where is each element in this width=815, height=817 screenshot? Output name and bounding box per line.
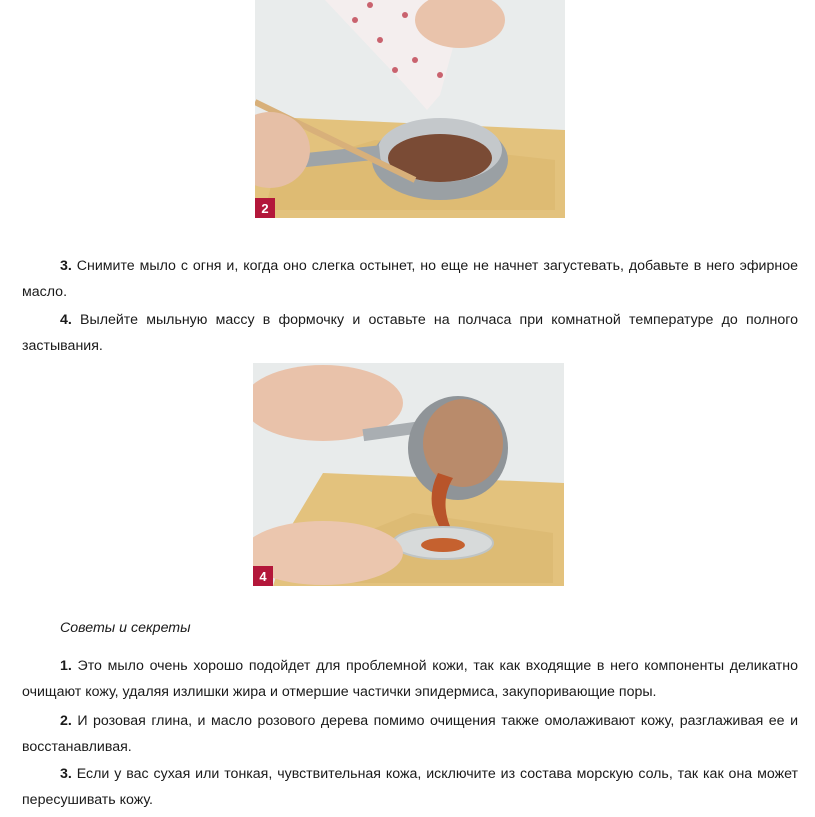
tip-3-number: 3.: [60, 766, 72, 782]
tip-2-number: 2.: [60, 713, 72, 729]
step-3-text: Снимите мыло с огня и, когда оно слегка остынет, но еще не начнет загустевать, добавьте в него эфирное масло.: [22, 258, 798, 300]
tips-section-title: Советы и секреты: [60, 620, 191, 636]
step-number-badge: 4: [253, 566, 273, 586]
step-4-text: Вылейте мыльную массу в формочку и оставьте на полчаса при комнатной температуре до полного застывания.: [22, 312, 798, 354]
step-3-paragraph: [22, 253, 798, 305]
tip-1-number: 1.: [60, 658, 72, 674]
tip-3-paragraph: [22, 761, 798, 813]
step-number-badge: 2: [255, 198, 275, 218]
step-2-photo: [255, 0, 565, 218]
tip-1-text: Это мыло очень хорошо подойдет для проблемной кожи, так как входящие в него компоненты деликатно очищают кожу, удаляя излишки жира и отмершие частички эпидермиса, закупоривающие поры.: [22, 658, 798, 700]
step-4-paragraph: [22, 307, 798, 359]
step-4-photo: [253, 363, 564, 586]
step-2-illustration: [255, 0, 565, 218]
step-3-number: 3.: [60, 258, 72, 274]
step-4-illustration: [253, 363, 564, 586]
tip-2-text: И розовая глина, и масло розового дерева помимо очищения также омолаживают кожу, разглаживая ее и восстанавливая.: [22, 713, 798, 755]
tip-1-paragraph: [22, 653, 798, 705]
tip-3-text: Если у вас сухая или тонкая, чувствительная кожа, исключите из состава морскую соль, так как она может пересушивать кожу.: [22, 766, 798, 808]
tip-2-paragraph: [22, 708, 798, 760]
step-4-number: 4.: [60, 312, 72, 328]
